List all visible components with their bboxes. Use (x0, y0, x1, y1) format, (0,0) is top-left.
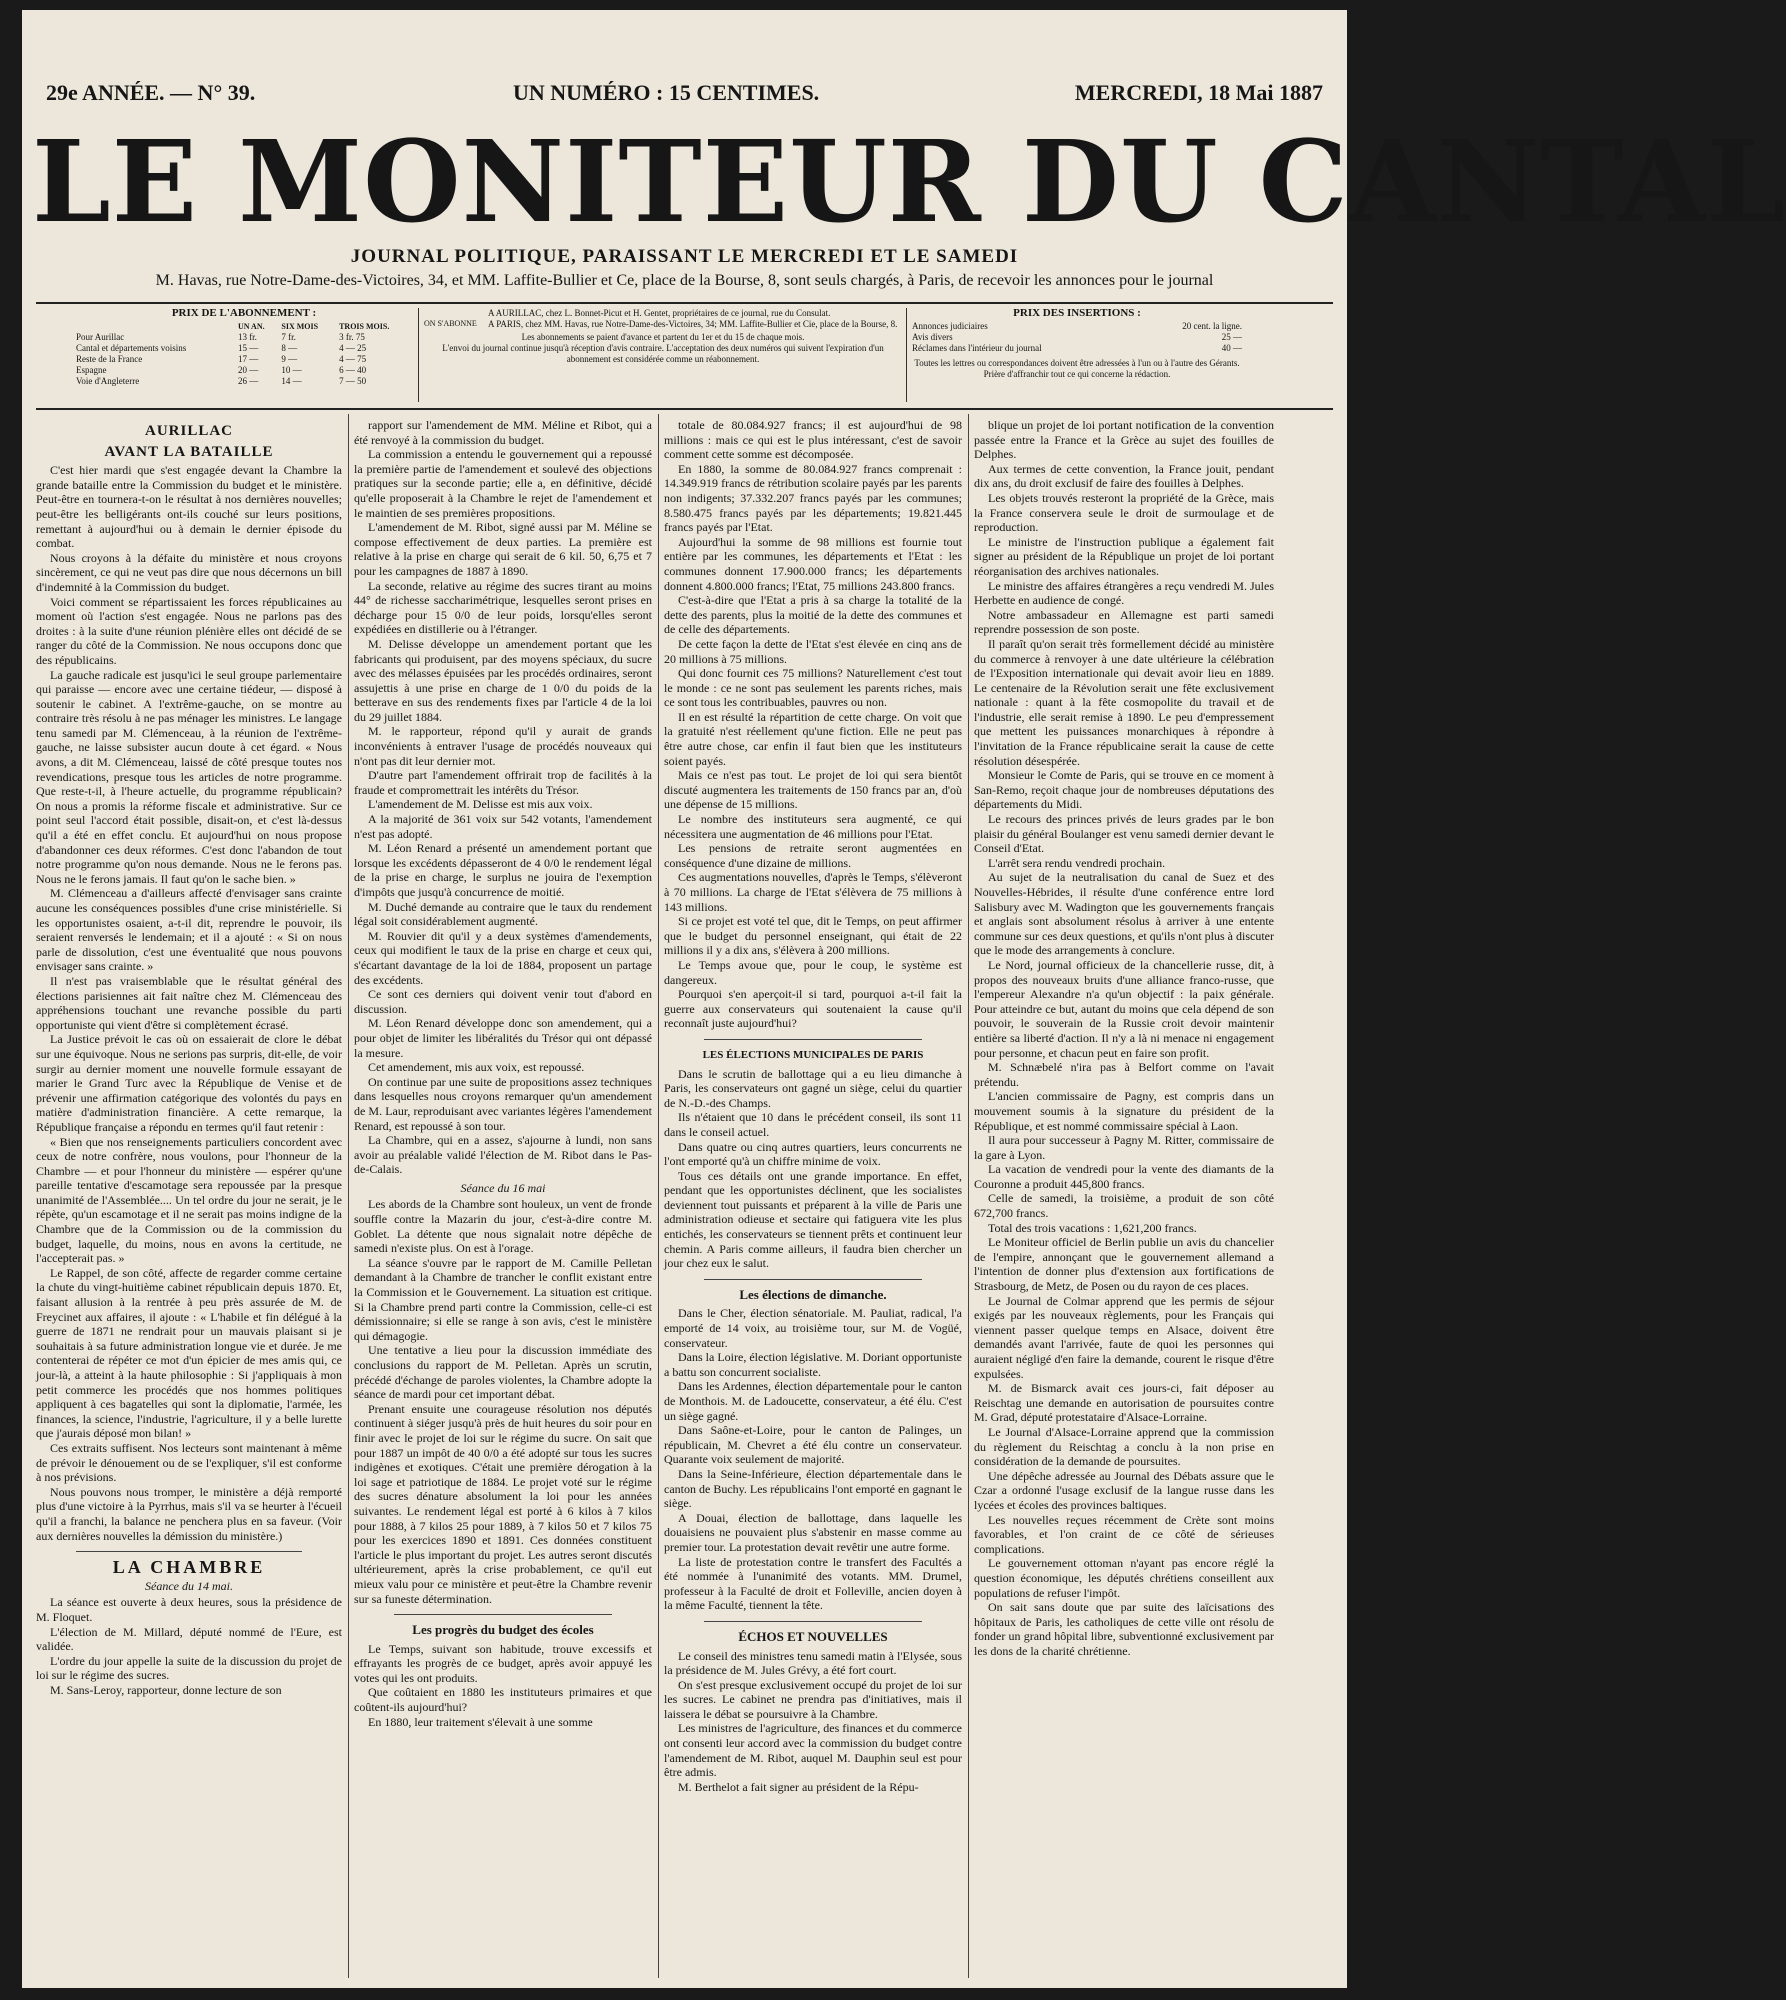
paragraph: Ils n'étaient que 10 dans le précédent conseil, ils sont 11 dans le conseil actuel. (664, 1110, 962, 1139)
paragraph: M. Delisse développe un amendement portant que les fabricants qui produisent, par des moyens spéciaux, du sucre avec des mélasses épuisées par les procédés ordinaires, seront assujettis à une prise en charge de 1 0/0 du poids de la betterave en sus des rendements fixes par l'article 4 de la loi du 29 juillet 1884. (354, 636, 652, 724)
abonne-note-1: Les abonnements se paient d'avance et partent du 1er et du 15 de chaque mois. (521, 332, 805, 342)
paragraph: L'ancien commissaire de Pagny, est compris dans un mouvement soumis à la signature du président de la République, et est nommé commissaire spécial à Laon. (974, 1089, 1274, 1133)
subscription-row (74, 354, 414, 365)
paragraph: En 1880, leur traitement s'élevait à une somme (368, 1714, 593, 1729)
paragraph: La seconde, relative au régime des sucres tirant au moins 44° de richesse saccharimétrique, lesquelles seront prises en décharge pour 15 0/0 de leur poids, lorsqu'elles seront expédiées en distillerie ou à l'étranger. (354, 578, 652, 637)
article-body (664, 1649, 962, 1795)
insertion-price: 25 — (1221, 332, 1242, 342)
article-body (354, 1642, 652, 1730)
paragraph: Si ce projet est voté tel que, dit le Temps, on peut affirmer que le budget du personnel enseignant, qui était de 22 millions il y a dix ans, s'élèvera à 200 millions. (664, 914, 962, 958)
row-label: Reste de la France (76, 354, 143, 364)
article-body (36, 1595, 342, 1697)
masthead-subtitle: JOURNAL POLITIQUE, PARAISSANT LE MERCREDI ET LE SAMEDI (350, 246, 1019, 267)
newspaper-page (22, 10, 1786, 1988)
paragraph: Une tentative a lieu pour la discussion immédiate des conclusions du rapport de M. Pelletan. Après un scrutin, précédé d'échange de paroles violentes, la Chambre adopte la séance de mardi pour cet important débat. (354, 1343, 652, 1402)
paragraph: totale de 80.084.927 francs; il est aujourd'hui de 98 millions : mais ce qui est le plus intéressant, c'est de savoir comment cette somme est décomposée. (664, 418, 962, 462)
article-body (664, 1067, 962, 1271)
columns-top-rule (36, 408, 1333, 410)
headline-avant-la-bataille: AVANT LA BATAILLE (104, 443, 274, 460)
insertion-note-1: Toutes les lettres ou correspondances doivent être adressées à l'un ou à l'autre des Gérants. (914, 358, 1240, 368)
paragraph: Le Moniteur officiel de Berlin publie un avis du chancelier de l'empire, annonçant que le gouvernement allemand a l'intention de donner plus d'extension aux fortifications de Strasbourg, de Metz, de Posen ou du rayon de ces places. (974, 1235, 1274, 1294)
col-un-an: UN AN. (237, 322, 265, 331)
price-cell: 4 — 25 (339, 343, 367, 353)
article-body (36, 463, 342, 1543)
paragraph: Le Journal de Colmar apprend que les permis de séjour exigés par les nouveaux règlements, pour les Français qui viennent passer quelque temps en Alsace, doivent être demandés avant l'arrivée, faute de quoi les personnes qui auraient négligé d'en faire la demande, courent le risque d'être expulsées. (974, 1293, 1274, 1381)
paragraph: C'est hier mardi que s'est engagée devant la Chambre la grande bataille entre la Commission du budget et le ministère. Peut-être en tournera-t-on le résultat à nos dernières nouvelles; peut-être les belligérants ont-ils couché sur leurs positions, remettant à aujourd'hui ou à demain le dernier épisode du combat. (36, 463, 342, 551)
paragraph: Dans la Seine-Inférieure, élection départementale dans le canton de Buchy. Les républicains l'ont emporté en gagnant le siège. (664, 1466, 962, 1511)
insertion-label: Annonces judiciaires (912, 321, 988, 331)
row-label: Cantal et départements voisins (76, 343, 187, 353)
price-cell: 8 — (281, 343, 298, 353)
abonne-paris: A PARIS, chez MM. Havas, rue Notre-Dame-des-Victoires, 34; MM. Laffite-Bullier et Cie, place de la Bourse, 8. (488, 319, 898, 329)
paragraph: La Justice prévoit le cas où on essaierait de clore le débat sur une équivoque. Nous ne serions pas surpris, dit-elle, de voir surgir au dernier moment une nouvelle formule essayant de marier le Grand Turc avec la République de Venise et de prévenir une affirmation catégorique des volontés du pays en matière d'administration financière. A cette remarque, la République française a répondu en termes qu'il faut retenir : (36, 1032, 342, 1134)
box-divider (418, 308, 419, 402)
paragraph: Le ministre de l'instruction publique a également fait signer au président de la République un projet de loi portant réorganisation des archives nationales. (974, 534, 1274, 578)
subscription-row (74, 365, 414, 376)
paragraph: Nous croyons à la défaite du ministère et nous croyons sincèrement, ce qui ne veut pas dire que nous décernons un bill d'indemnité à la Commission du budget. (36, 550, 342, 594)
paragraph: Les ministres de l'agriculture, des finances et du commerce ont consenti leur accord avec la commission du budget contre l'amendement de M. Ribot, auquel M. Dauphin seul est pour être admis. (664, 1721, 962, 1780)
paragraph: « Bien que nos renseignements particuliers concordent avec ceux de notre confrère, nous voulons, pour l'honneur de la Chambre — et pour l'honneur du ministère — espérer qu'une pareille tentative d'escamotage sera repoussée par la presque unanimité de l'Assemblée.... Un tel ordre du jour ne serait, je le répète, qu'un escamotage et il ne serait pas moins indigne de la Chambre que de la Commission ou de la commission du budget, laquelle, du moins, nous en avons la certitude, ne l'accepterait pas. » (36, 1134, 342, 1266)
insertion-label: Avis divers (912, 332, 953, 342)
abonne-aurillac: A AURILLAC, chez L. Bonnet-Picut et H. Gentet, propriétaires de ce journal, rue du Consulat. (488, 308, 831, 318)
paragraph: Le conseil des ministres tenu samedi matin à l'Elysée, sous la présidence de M. Jules Grévy, a été fort court. (664, 1648, 962, 1678)
paragraph: Que coûtaient en 1880 les instituteurs primaires et que coûtent-ils aujourd'hui? (354, 1685, 652, 1715)
header-rule (36, 302, 1333, 304)
paragraph: Il n'est pas vraisemblable que le résultat général des élections parisiennes ait fait naître chez M. Clémenceau des appréhensions touchant une revanche possible du parti opportuniste qui vient d'être si complètement écrasé. (36, 973, 342, 1032)
insertion-label: Réclames dans l'intérieur du journal (912, 343, 1042, 353)
paragraph: L'amendement de M. Ribot, signé aussi par M. Méline se compose effectivement de deux parties. La première est relative à la prise en charge qui serait de 6 kil. 50, 6,75 et 7 pour les campagnes de 1887 à 1890. (354, 520, 652, 578)
paragraph: De cette façon la dette de l'Etat s'est élevée en cinq ans de 20 millions à 75 millions. (664, 636, 962, 666)
issue-price: UN NUMÉRO : 15 CENTIMES. (513, 80, 820, 105)
col-trois-mois: TROIS MOIS. (339, 322, 390, 331)
abonne-note-2: L'envoi du journal continue jusqu'à réception d'avis contraire. L'acceptation des deux numéros qui suivent l'expiration d'un abonnement est considérée comme un réabonnement. (442, 343, 884, 364)
paragraph: M. Schnæbelé n'ira pas à Belfort comme on l'avait prétendu. (974, 1060, 1274, 1089)
insertion-note-2: Prière d'affranchir tout ce qui concerne la rédaction. (983, 369, 1171, 379)
advertising-agents-line: M. Havas, rue Notre-Dame-des-Victoires, 34, et MM. Laffite-Bullier et Ce, place de la Bourse, 8, sont seuls chargés, à Paris, de recevoir les annonces pour le journal (155, 272, 1214, 289)
subscription-price-box (74, 308, 414, 402)
paragraph: On sait sans doute que par suite des laïcisations des hôpitaux de Paris, les catholiques de cette ville ont résolu de fonder un grand hôpital libre, subventionné exclusivement par les dons de la charité chrétienne. (974, 1600, 1274, 1658)
issue-number: 29e ANNÉE. — N° 39. (46, 80, 256, 105)
section-title-aurillac: AURILLAC (144, 423, 233, 439)
seance-date: Séance du 16 mai (460, 1180, 546, 1195)
article-divider (704, 1039, 922, 1040)
paragraph: Les nouvelles reçues récemment de Crète sont moins favorables, et l'on craint de ce côté de sérieuses complications. (974, 1512, 1274, 1556)
insertion-row (912, 343, 1242, 354)
paragraph: Pourquoi s'en aperçoit-il si tard, pourquoi a-t-il fait la guerre aux conservateurs qui soutenaient la cause qu'il reconnaît juste aujourd'hui? (664, 987, 962, 1031)
column-2 (354, 418, 652, 1978)
headline-la-chambre: LA CHAMBRE (112, 1557, 266, 1578)
column-rule (968, 414, 969, 1978)
paragraph: On continue par une suite de propositions assez techniques dans lesquelles nous croyons remarquer qu'un amendement de M. Laur, reproduisant avec variantes légères l'amendement Renard, est repoussé à son tour. (354, 1074, 652, 1133)
paragraph: Le Temps, suivant son habitude, trouve excessifs et effrayants les progrès de ce budget, après avoir appuyé les votes qui les ont produits. (354, 1641, 652, 1685)
paragraph: M. Rouvier dit qu'il y a deux systèmes d'amendements, ceux qui modifient le taux de la prise en charge et ceux qui, s'écartant davantage de la loi de 1884, proposent un partage des excédents. (354, 928, 652, 987)
paragraph: Aux termes de cette convention, la France jouit, pendant dix ans, du droit exclusif de faire des fouilles à Delphes. (974, 461, 1274, 491)
price-cell: 7 — 50 (339, 376, 367, 386)
paragraph: L'ordre du jour appelle la suite de la discussion du projet de loi sur le régime des sucres. (36, 1653, 342, 1683)
paragraph: Les pensions de retraite seront augmentées en conséquence d'une dizaine de millions. (664, 841, 962, 870)
paragraph: Le Journal d'Alsace-Lorraine apprend que la commission du règlement du Reischtag a conclu à la non prise en considération de la demande de poursuites. (974, 1424, 1274, 1469)
paragraph: Voici comment se répartissaient les forces républicaines au moment où l'action s'est engagée. Nous ne parlons pas des droites : à la suite d'une réunion plénière elles ont décidé de se ranger du côté de la Commission. Ne nous occupons donc que des républicains. (36, 594, 342, 667)
price-cell: 3 fr. 75 (339, 332, 365, 342)
paragraph: blique un projet de loi portant notification de la convention passée entre la France et la Grèce au sujet des fouilles de Delphes. (974, 418, 1274, 462)
insertion-row (912, 332, 1242, 343)
subscription-offices-box (424, 308, 902, 402)
price-cell: 17 — (237, 354, 259, 364)
column-3 (664, 418, 962, 1978)
paragraph: La liste de protestation contre le transfert des Facultés a été nommée à l'unanimité des votants. MM. Drumel, professeur à la Faculté de droit et Folleville, ancien doyen à la même Faculté, tiennent la tête. (664, 1554, 962, 1613)
headline-elections-paris: LES ÉLECTIONS MUNICIPALES DE PARIS (702, 1048, 924, 1061)
paragraph: On s'est presque exclusivement occupé du projet de loi sur les sucres. Le cabinet ne prendra pas d'initiatives, mais il laissera le débat se poursuivre à la Chambre. (664, 1677, 962, 1721)
paragraph: M. Duché demande au contraire que le taux du rendement légal soit considérablement augmenté. (354, 899, 652, 929)
paragraph: M. Berthelot a fait signer au président de la Répu- (678, 1779, 919, 1794)
paragraph: Au sujet de la neutralisation du canal de Suez et des Nouvelles-Hébrides, il résulte d'une conférence entre lord Salisbury avec M. Wadington que les gouvernements français et anglais sont absolument résolus à arriver à une entente commune sur ces deux questions, et qu'ils n'ont plus à discuter que le mode des arrangements à conclure. (974, 870, 1274, 958)
paragraph: A Douai, élection de ballottage, dans laquelle les douaisiens ne pouvaient plus s'abstenir en masse comme au premier tour. La protestation devait revêtir une autre forme. (664, 1510, 962, 1554)
subscription-table (74, 321, 414, 387)
insertion-title: PRIX DES INSERTIONS : (1013, 307, 1141, 319)
article-divider (76, 1551, 302, 1552)
paragraph: En 1880, la somme de 80.084.927 francs comprenait : 14.349.919 francs de rétribution scolaire payés par les parents non indigents; 37.332.207 francs payés par les communes; 8.580.475 francs payés par les départements; 19.821.445 francs payés par l'Etat. (664, 461, 962, 535)
insertion-price-box (912, 308, 1242, 402)
paragraph: M. Clémenceau a d'ailleurs affecté d'envisager sans crainte aucune les conséquences possibles d'une crise ministérielle. Si les opportunistes osaient, a-t-il dit, reprendre le pouvoir, ils seraient renversés le lendemain; et il a ajouté : « Si on nous parle de dissolution, c'est une éventualité que nous pouvons envisager sans crainte. » (36, 886, 342, 974)
paragraph: Les objets trouvés resteront la propriété de la Grèce, mais la France conservera seule le droit de surmoulage et de reproduction. (974, 490, 1274, 535)
paragraph: M. Sans-Leroy, rapporteur, donne lecture de son (50, 1682, 282, 1697)
headline-elections-dimanche: Les élections de dimanche. (739, 1286, 887, 1302)
column-rule (658, 414, 659, 1978)
price-cell: 6 — 40 (339, 365, 367, 375)
paragraph: Le ministre des affaires étrangères a reçu vendredi M. Jules Herbette en audience de congé. (974, 578, 1274, 608)
article-divider (394, 1614, 612, 1615)
subscription-row (74, 343, 414, 354)
paragraph: La vacation de vendredi pour la vente des diamants de la Couronne a produit 445,800 francs. (974, 1162, 1274, 1191)
paragraph: rapport sur l'amendement de MM. Méline et Ribot, qui a été renvoyé à la commission du budget. (354, 418, 652, 447)
paragraph: Monsieur le Comte de Paris, qui se trouve en ce moment à San-Remo, reçoit chaque jour de nombreuses députations des départements du Midi. (974, 768, 1274, 812)
price-cell: 10 — (281, 365, 302, 375)
subscription-header-row (74, 321, 414, 332)
header-strip (38, 80, 1331, 110)
paragraph: Ce sont ces derniers qui doivent venir tout d'abord en discussion. (354, 987, 652, 1016)
paragraph: Aujourd'hui la somme de 98 millions est fournie tout entière par les communes, les départements et l'Etat : les communes donnent 17.900.000 francs; les départements donnent 4.800.000 francs; l'Etat, 75 millions 243.800 francs. (664, 534, 962, 593)
seance-date: Séance du 14 mai. (145, 1578, 233, 1593)
article-body (354, 1197, 652, 1606)
paragraph: Le recours des princes privés de leurs grades par le bon plaisir du général Boulanger est venu samedi dernier devant le Conseil d'Etat. (974, 812, 1274, 856)
paragraph: M. le rapporteur, répond qu'il y aurait de grands inconvénients à entraver l'usage de procédés nouveaux qui n'ont pas dit leur dernier mot. (354, 724, 652, 768)
price-cell: 20 — (237, 365, 259, 375)
issue-date: MERCREDI, 18 Mai 1887 (1074, 80, 1323, 105)
article-divider (704, 1621, 922, 1622)
row-label: Voie d'Angleterre (76, 376, 140, 386)
paragraph: Cet amendement, mis aux voix, est repoussé. (368, 1060, 585, 1075)
col-six-mois: SIX MOIS (281, 322, 319, 331)
paragraph: M. Léon Renard a présenté un amendement portant que lorsque les excédents dépasseront de 4 0/0 le rendement légal de la prise en charge, le surplus ne jouira de l'exemption d'impôts que jusqu'à concurrence de moitié. (354, 841, 652, 899)
price-cell: 4 — 75 (339, 354, 367, 364)
paragraph: Le Rappel, de son côté, affecte de regarder comme certaine la chute du vingt-huitième cabinet républicain depuis 1870. Et, faisant allusion à la rentrée à peu près assurée de M. de Freycinet aux affaires, il ajoute : « L'habile et fin délégué à la guerre de 1871 ne rendrait pour un mauvais plaisant si je souhaitais à sa future administration longue vie et durée. Je me contenterai de répéter ce mot d'un épicier de mes amis qui, ce jour-là, a atteint à la haute philosophie : Si j'appliquais à mon petit commerce les procédés que nos hommes politiques appliquent à ces bagatelles qui sont la diplomatie, l'armée, les finances, la science, l'industrie, l'agriculture, il y a belle lurette que j'aurais déposé mon bilan! » (36, 1265, 342, 1441)
paragraph: Le gouvernement ottoman n'ayant pas encore réglé la question économique, les députés chrétiens conseillent aux populations de refuser l'impôt. (974, 1556, 1274, 1600)
paragraph: Le nombre des instituteurs sera augmenté, ce qui nécessitera une augmentation de 46 millions pour l'Etat. (664, 812, 962, 841)
article-body (354, 418, 652, 1177)
headline-echos: ÉCHOS ET NOUVELLES (738, 1628, 888, 1644)
price-cell: 15 — (237, 343, 259, 353)
box-divider (906, 308, 907, 402)
column-4 (974, 418, 1274, 1978)
paragraph: Dans la Loire, élection législative. M. Doriant opportuniste a battu son concurrent socialiste. (664, 1350, 962, 1379)
paragraph: Dans le scrutin de ballottage qui a eu lieu dimanche à Paris, les conservateurs ont gagné un siège, celui du quartier de N.-D.-des Champs. (664, 1066, 962, 1110)
paragraph: Les abords de la Chambre sont houleux, un vent de fronde souffle contre la Mazarin du jour, c'est-à-dire contre M. Goblet. La détente que nous signalait notre dépêche de samedi n'existe plus. On est à l'orage. (354, 1197, 652, 1256)
paragraph: Le Nord, journal officieux de la chancellerie russe, dit, à propos des nouveaux bruits d'une alliance franco-russe, que l'empereur Alexandre n'a qu'un objectif : la paix générale. Pour atteindre ce but, autant du moins que cela dépend de son pouvoir, le souverain de la Russie croit devoir maintenir entière sa liberté d'action. Il n'y a là ni menace ni engagement pour personne, et chacun peut en faire son profit. (974, 957, 1274, 1060)
headline-budget-ecoles: Les progrès du budget des écoles (412, 1622, 594, 1638)
paragraph: L'élection de M. Millard, député nommé de l'Eure, est validée. (36, 1624, 342, 1654)
subscription-title: PRIX DE L'ABONNEMENT : (171, 307, 317, 319)
paragraph: Dans le Cher, élection sénatoriale. M. Pauliat, radical, l'a emporté de 14 voix, au troisième tour, sur M. de Vogüé, conservateur. (664, 1306, 962, 1350)
paragraph: Mais ce n'est pas tout. Le projet de loi qui sera bientôt discuté augmentera les traitements de 150 francs par an, d'où une dépense de 15 millions. (664, 768, 962, 812)
paragraph: Dans Saône-et-Loire, pour le canton de Palinges, un républicain, M. Chevret a été élu contre un conservateur. Quarante voix seulement de majorité. (664, 1423, 962, 1467)
article-body (664, 418, 962, 1031)
paragraph: Il aura pour successeur à Pagny M. Ritter, commissaire de la gare à Lyon. (974, 1133, 1274, 1162)
paragraph: Dans les Ardennes, élection départementale pour le canton de Monthois. M. de Ladoucette, conservateur, a été élu. C'est un siège gagné. (664, 1379, 962, 1423)
paragraph: Il paraît qu'on serait très formellement décidé au ministère du commerce à renvoyer à une date ultérieure la célébration de l'Exposition internationale qui devait avoir lieu en 1889. Le centenaire de la Révolution serait une fête exclusivement nationale : quant à la fête cosmopolite du travail et de l'industrie, elle serait remise à 1890. Le peu d'empressement que mettent les puissances monarchiques à répondre à l'invitation de la France républicaine serait la cause de cette résolution désespérée. (974, 636, 1274, 768)
news-items (974, 418, 1274, 1658)
paragraph: La gauche radicale est jusqu'ici le seul groupe parlementaire qui paraisse — encore avec une certaine tiédeur, — disposé à soutenir le cabinet. A l'extrême-gauche, on se montre au contraire très résolu à ne pas ménager les ministres. Le langage tenu samedi par M. Clémenceau, à la réunion de l'extrême-gauche, ne laisse subsister aucun doute à cet égard. « Nous avons, a dit M. Clémenceau, laissé de côté presque toutes nos revendications, presque tous les articles de notre programme. Que reste-t-il, à l'heure actuelle, du programme républicain? On nous a promis la réforme fiscale et administrative. Sur ce point seul l'accord était possible, disait-on, et c'est là-dessus qu'il a été en effet conclu. Et aujourd'hui on nous propose d'abandonner ces deux réformes. C'est donc l'abandon de tout notre programme qu'on nous demande. Nous ne le ferons pas. Nous ne le ferons jamais. Il faut qu'on le sache bien. » (36, 667, 342, 886)
article-body (664, 1306, 962, 1612)
paragraph: D'autre part l'amendement offrirait trop de facilités à la fraude et compromettrait les intérêts du Trésor. (354, 768, 652, 797)
paragraph: A la majorité de 361 voix sur 542 votants, l'amendement n'est pas adopté. (354, 812, 652, 841)
row-label: Espagne (76, 365, 107, 375)
column-rule (348, 414, 349, 1978)
paragraph: Une dépêche adressée au Journal des Débats assure que le Czar a ordonné l'usage exclusif de la langue russe dans les lycées et écoles des provinces baltiques. (974, 1468, 1274, 1512)
paragraph: La commission a entendu le gouvernement qui a repoussé la première partie de l'amendement et soulevé des objections pratiques sur la seconde partie; elle a, en définitive, décidé qu'elle proposerait à la Chambre le rejet de l'amendement et le maintien de ses premières propositions. (354, 447, 652, 520)
insertion-price: 20 cent. la ligne. (1182, 321, 1242, 331)
paragraph: M. de Bismarck avait ces jours-ci, fait déposer au Reischtag une demande en autorisation de poursuites contre M. Grad, député protestataire d'Alsace-Lorraine. (974, 1381, 1274, 1425)
article-divider (704, 1279, 922, 1280)
paragraph: Prenant ensuite une courageuse résolution nos députés continuent à siéger jusqu'à près de huit heures du soir pour en finir avec le projet de loi sur le régime du sucre. On sait que pour 1887 un impôt de 40 0/0 a été adopté sur tous les sucres indigènes et exotiques. C'était une première dérogation à la loi sage et patriotique de 1884. Le projet voté sur le régime des sucres dénature absolument la loi pour les années suivantes. Le rendement légal est porté à 6 kilos à 7 kilos pour 1888, à 7 kilos 25 pour 1889, à 7 kilos 50 et 7 kilos 75 pour les exercices 1890 et 1891. Ces données constituent l'article le plus important du projet. Les autres seront discutés ultérieurement, après la crise probablement, ce qu'il eut mieux valu pour ce ministère et peut-être la Chambre revenir sur sa funeste détermination. (354, 1401, 652, 1606)
price-cell: 9 — (281, 354, 298, 364)
paragraph: La séance est ouverte à deux heures, sous la présidence de M. Floquet. (36, 1595, 342, 1624)
paragraph: Ces augmentations nouvelles, d'après le Temps, s'élèveront à 70 millions. La charge de l'Etat s'élèvera de 75 millions à 143 millions. (664, 870, 962, 914)
paragraph: Le Temps avoue que, pour le coup, le système est dangereux. (664, 957, 962, 987)
price-cell: 7 fr. (281, 332, 296, 342)
paragraph: Ces extraits suffisent. Nos lecteurs sont maintenant à même de prévoir le dénouement ou de se l'expliquer, s'il est conforme à nos prévisions. (36, 1440, 342, 1485)
row-label: Pour Aurillac (76, 332, 125, 342)
paragraph: Tous ces détails ont une grande importance. En effet, pendant que les opportunistes déclinent, que les socialistes deviennent tout puissants et préparent à la ville de Paris une administration odieuse et sectaire qui fatiguera vite les plus entichés, les conservateurs se tiennent prêts et continuent leur chemin. A Paris comme ailleurs, il faudra bien chercher un jour chez eux le salut. (664, 1168, 962, 1271)
paragraph: Nous pouvons nous tromper, le ministère a déjà remporté plus d'une victoire à la Pyrrhus, mais s'il va se heurter à l'écueil qu'il a franchi, la balance ne penchera plus en sa faveur. (Voir aux dernières nouvelles la démission du ministère.) (36, 1484, 342, 1543)
paragraph: L'arrêt sera rendu vendredi prochain. (988, 855, 1166, 870)
paragraph: Notre ambassadeur en Allemagne est parti samedi reprendre possession de son poste. (974, 607, 1274, 637)
paragraph: Dans quatre ou cinq autres quartiers, leurs concurrents ne l'ont emporté qu'à un chiffre minime de voix. (664, 1139, 962, 1169)
insertion-price: 40 — (1221, 343, 1242, 353)
paragraph: Celle de samedi, la troisième, a produit de son côté 672,700 francs. (974, 1191, 1274, 1221)
paragraph: Total des trois vacations : 1,621,200 francs. (988, 1220, 1197, 1235)
paragraph: M. Léon Renard développe donc son amendement, qui a pour objet de limiter les libéralités du Trésor qui ont dépassé la mesure. (354, 1016, 652, 1060)
insertion-row (912, 321, 1242, 332)
paragraph: C'est-à-dire que l'Etat a pris à sa charge la totalité de la dette des parents, plus la moitié de la dette des communes et de celle des départements. (664, 593, 962, 637)
paragraph: Il en est résulté la répartition de cette charge. On voit que la gratuité n'est réellement qu'une fiction. Elle ne peut pas être autre chose, car enfin il faut bien que les instituteurs soient payés. (664, 709, 962, 768)
paragraph: La Chambre, qui en a assez, s'ajourne à lundi, non sans avoir au préalable validé l'élection de M. Ribot dans le Pas-de-Calais. (354, 1133, 652, 1177)
paragraph: La séance s'ouvre par le rapport de M. Camille Pelletan demandant à la Chambre de trancher le conflit existant entre la Commission et le Gouvernement. La situation est critique. Si la Chambre prend parti contre la Commission, celle-ci est démissionnaire; si elle se range à son avis, c'est le ministère qui démagogie. (354, 1255, 652, 1343)
paragraph: L'amendement de M. Delisse est mis aux voix. (368, 797, 593, 812)
price-cell: 14 — (281, 376, 302, 386)
subscription-row (74, 332, 414, 343)
abonne-label: ON S'ABONNE (424, 319, 477, 328)
price-cell: 13 fr. (237, 332, 257, 342)
masthead-title: LE MONITEUR DU CANTAL (32, 117, 1786, 248)
paragraph: Qui donc fournit ces 75 millions? Naturellement c'est tout le monde : ce ne sont pas seulement les parents riches, mais ce sont tous les contribuables, pauvres ou non. (664, 666, 962, 710)
subscription-row (74, 376, 414, 387)
column-1 (36, 418, 342, 1978)
price-cell: 26 — (237, 376, 259, 386)
